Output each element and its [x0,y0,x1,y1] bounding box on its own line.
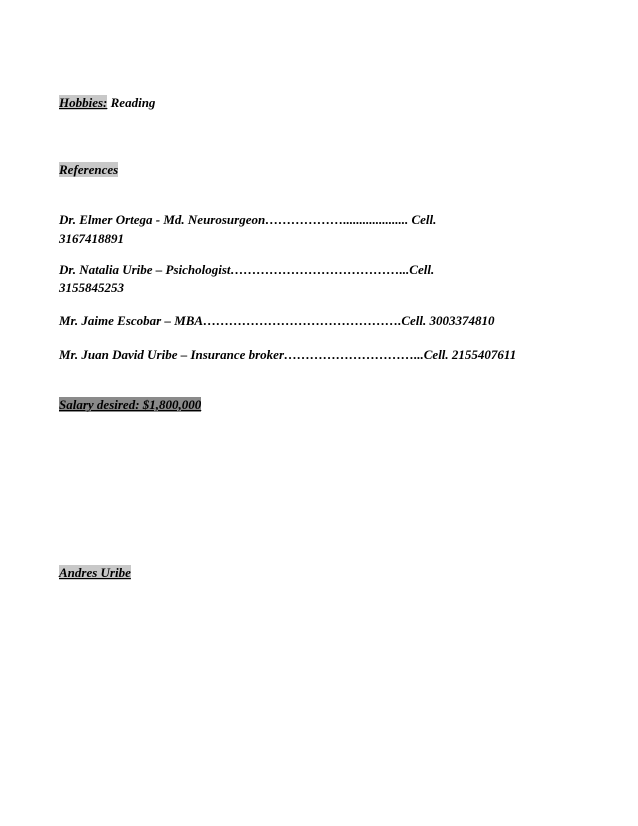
hobbies-value: Reading [110,95,156,110]
hobbies-label: Hobbies: [59,95,108,110]
reference-2: Dr. Natalia Uribe – Psichologist…………………………………...Cell. [59,262,435,277]
reference-1: Dr. Elmer Ortega - Md. Neurosurgeon……………….................... Cell. [59,212,437,227]
hobbies-line [59,95,155,110]
reference-2-phone: 3155845253 [59,280,124,295]
signature-name: Andres Uribe [59,565,131,580]
reference-1-phone: 3167418891 [59,231,124,246]
reference-3: Mr. Jaime Escobar – MBA……………………………………….Cell. 3003374810 [59,313,495,328]
salary-desired: Salary desired: $1,800,000 [59,397,202,412]
references-heading: References [59,162,119,177]
reference-4: Mr. Juan David Uribe – Insurance broker…………………………...Cell. 2155407611 [59,347,517,362]
